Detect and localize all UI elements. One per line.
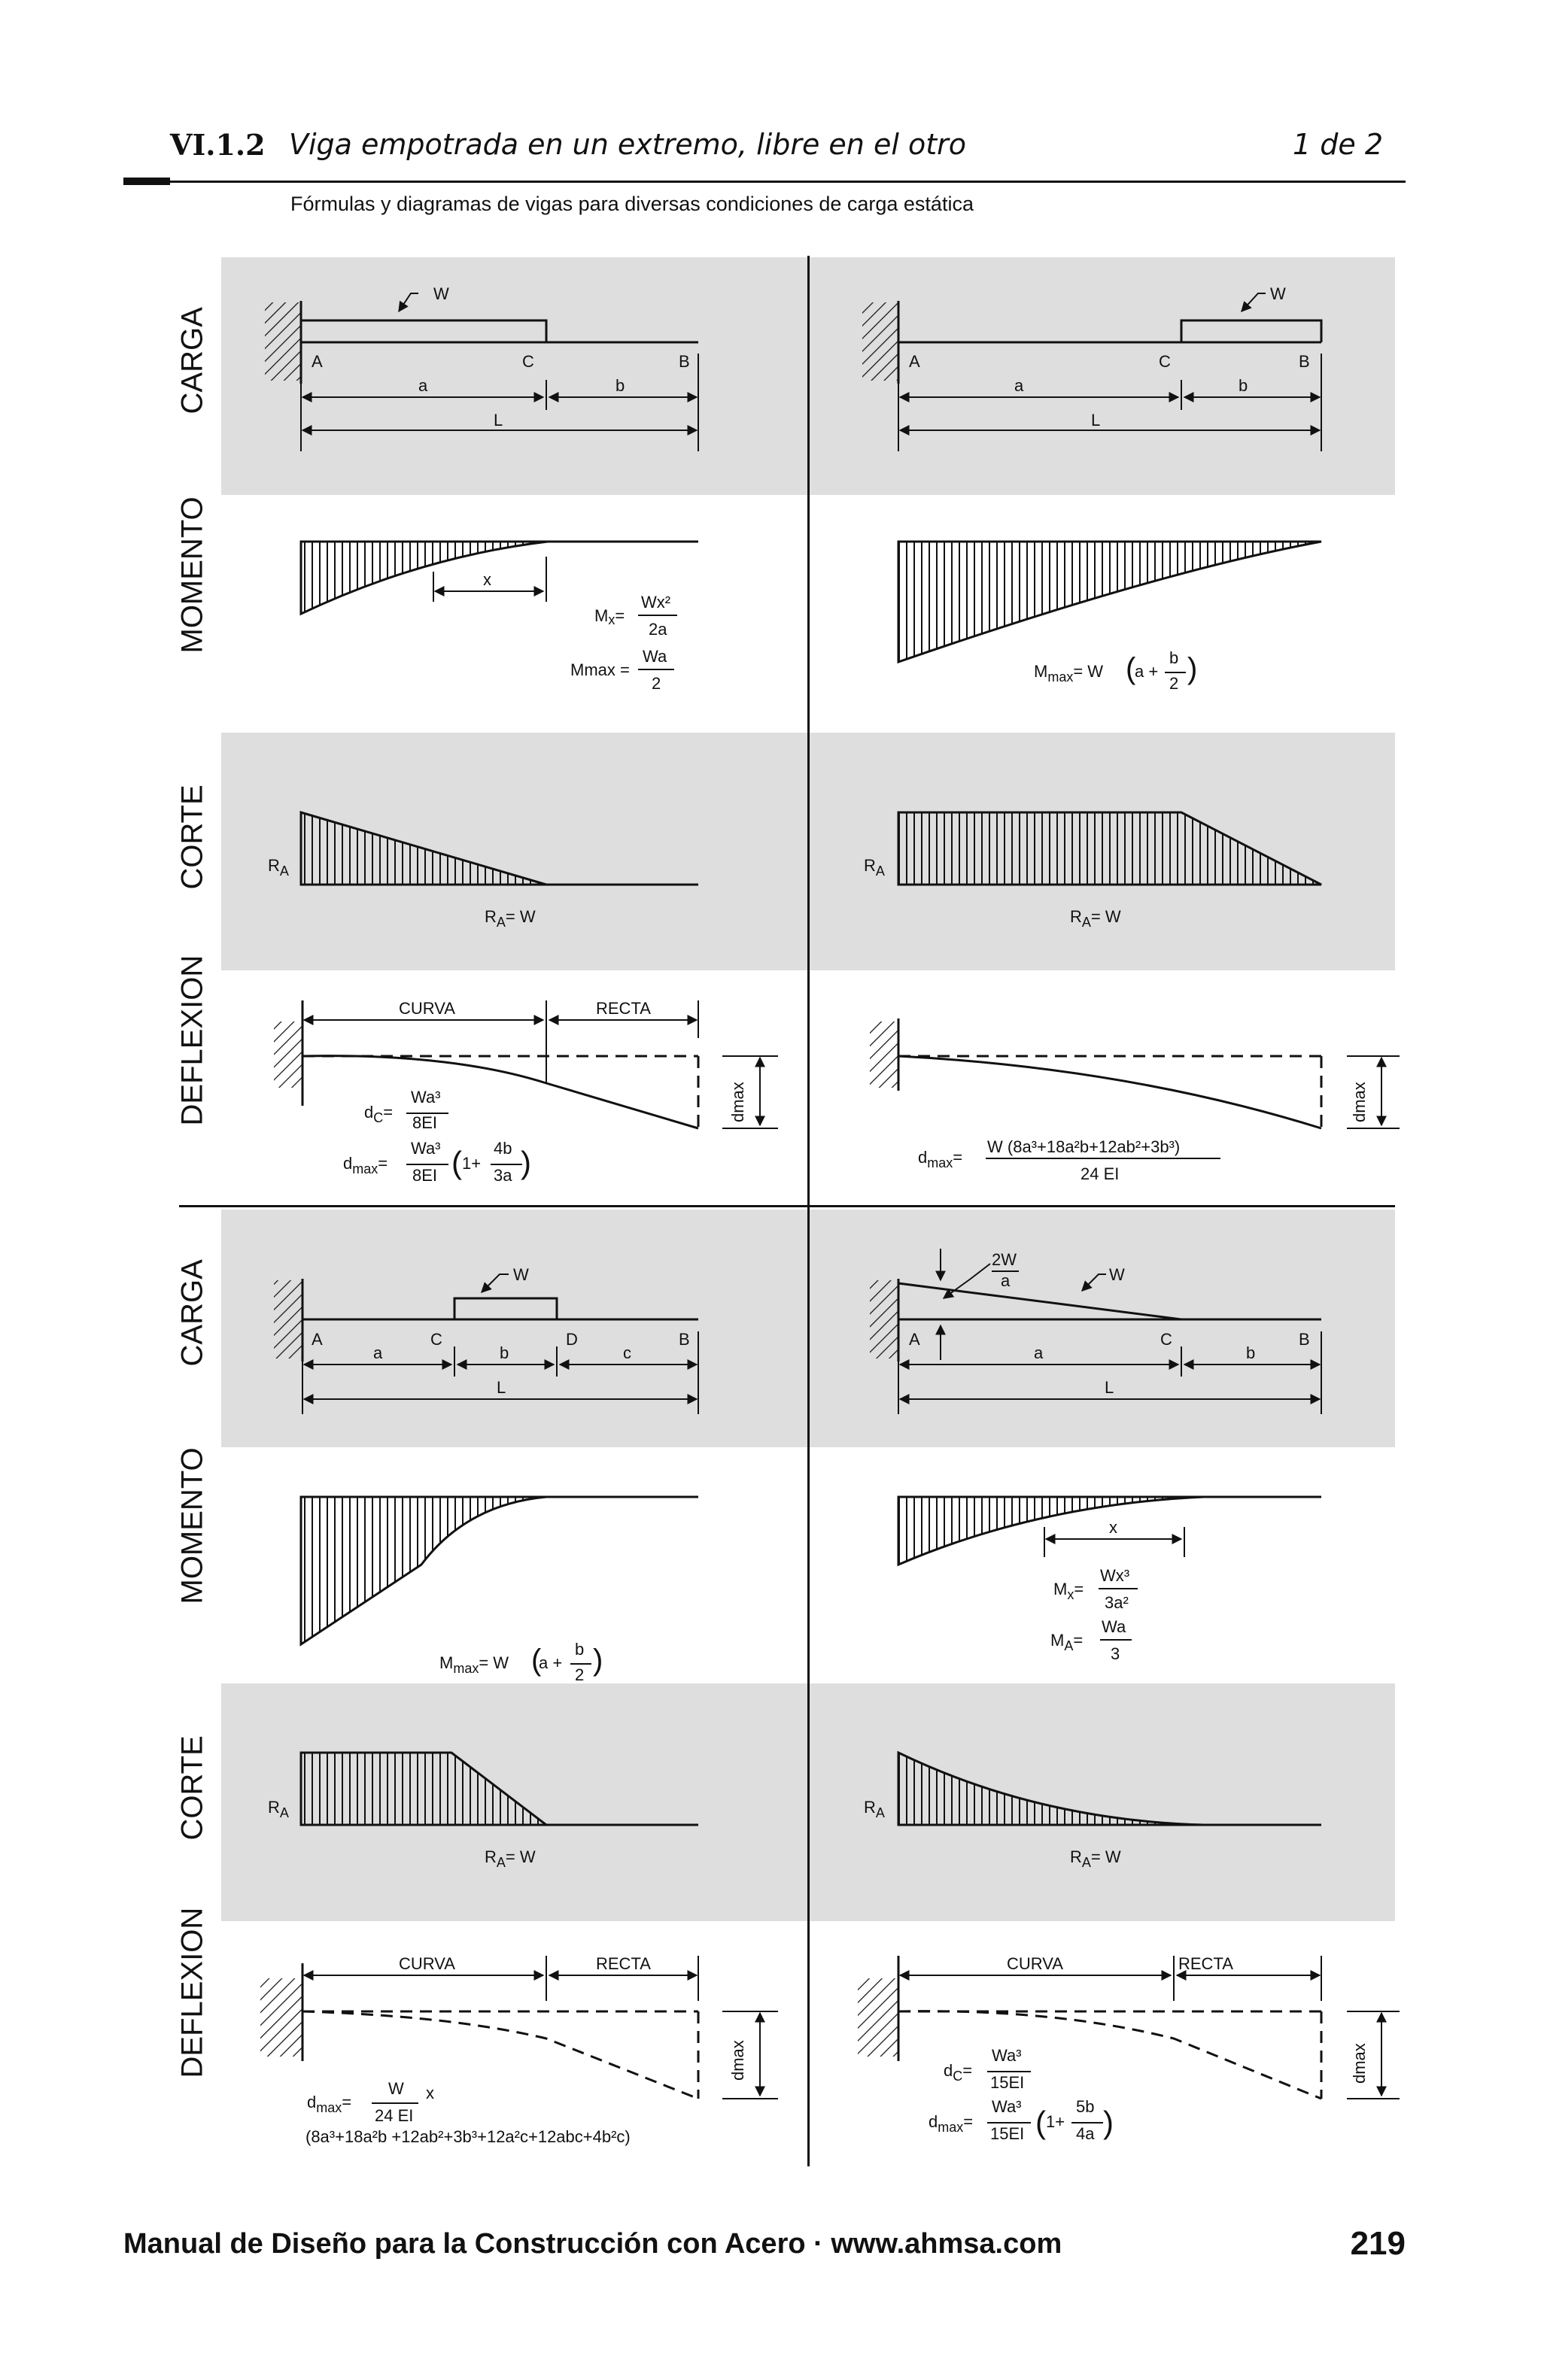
dmax2-num: W (8a³+18a²b+12ab²+3b³) (987, 1137, 1181, 1156)
page-number: 219 (1350, 2225, 1406, 2262)
point-c-3: C (430, 1330, 442, 1349)
row-label-carga: CARGA (175, 307, 209, 414)
dmax3-label: $d_{max}=$ (307, 2093, 352, 2115)
point-b-4: B (1299, 1330, 1310, 1349)
point-b-2: B (1299, 352, 1310, 371)
b-num: b (1169, 648, 1179, 667)
case2-momento (898, 542, 1321, 672)
paren-open-4: ( (1035, 2105, 1046, 2140)
dim-a-3: a (373, 1343, 383, 1362)
mx4-num: Wx³ (1100, 1566, 1130, 1585)
row-label-deflexion-2: DEFLEXION (175, 1907, 209, 2078)
dim-l-2: L (1091, 411, 1101, 430)
dim-b-2: b (1239, 376, 1248, 395)
dim-l: L (494, 411, 503, 430)
dmax-label: dmax (728, 1082, 747, 1122)
dc4-label: $d_C=$ (944, 2061, 973, 2084)
ra-label-3: $R_A$ (268, 1798, 289, 1820)
case4-deflexion-text (929, 1954, 1369, 2143)
ma4-den: 3 (1111, 1644, 1120, 1663)
case1-carga (265, 293, 698, 451)
case1-momento-text (483, 570, 670, 693)
dc4-num: Wa³ (992, 2046, 1022, 2065)
dim-l-4: L (1105, 1378, 1114, 1397)
point-c-4: C (1160, 1330, 1172, 1349)
dmax3-num: W (388, 2079, 404, 2098)
recta-label-4: RECTA (1178, 1954, 1233, 1973)
frac4-den: 4a (1076, 2124, 1095, 2143)
dc-den: 8EI (412, 1113, 438, 1132)
case2-carga-text (909, 284, 1310, 430)
load-label: W (433, 284, 449, 303)
case3-momento (301, 1497, 698, 1664)
one-plus-4: 1+ (1046, 2112, 1065, 2131)
dmax4-label: $d_{max}=$ (929, 2112, 974, 2135)
ra-eq: $R_A= W$ (485, 907, 536, 930)
load-label-3: W (513, 1265, 529, 1284)
paren-close: ) (1187, 652, 1198, 685)
dmax-label-2: dmax (1350, 1082, 1369, 1122)
dmax4-den: 15EI (990, 2124, 1025, 2143)
dmax-label-3: dmax (728, 2040, 747, 2081)
row-label-deflexion: DEFLEXION (175, 955, 209, 1126)
case4-carga-text (909, 1250, 1310, 1397)
curva-label-3: CURVA (399, 1954, 455, 1973)
case3-corte (301, 1753, 698, 1825)
row-label-momento: MOMENTO (175, 496, 209, 654)
point-c-2: C (1159, 352, 1171, 371)
dim-x-4: x (1109, 1518, 1117, 1537)
case3-carga (274, 1274, 698, 1414)
point-a-4: A (909, 1330, 920, 1349)
b-num-3: b (575, 1640, 585, 1659)
load-label-4: W (1109, 1265, 1125, 1284)
dim-l-3: L (497, 1378, 506, 1397)
row-label-momento-2: MOMENTO (175, 1447, 209, 1604)
mx4-label: $M_x=$ (1053, 1580, 1084, 1602)
case3-deflexion (260, 1956, 778, 2103)
b-den: 2 (1169, 674, 1179, 693)
recta-label-3: RECTA (596, 1954, 651, 1973)
dim-b: b (615, 376, 625, 395)
b-den-3: 2 (575, 1665, 585, 1684)
point-b: B (679, 352, 690, 371)
load-2w-den: a (1001, 1271, 1011, 1290)
frac-num: 4b (494, 1139, 512, 1158)
point-b-3: B (679, 1330, 690, 1349)
ra-eq-2: $R_A= W$ (1070, 907, 1121, 930)
dim-b-4: b (1246, 1343, 1256, 1362)
page-of-indicator: 1 de 2 (1292, 128, 1383, 161)
curva-label-4: CURVA (1007, 1954, 1063, 1973)
case1-momento (301, 542, 698, 669)
section-number: VI.1.2 (170, 128, 266, 162)
case1-carga-text (312, 284, 690, 430)
mx4-den: 3a² (1105, 1593, 1129, 1612)
case1-deflexion (274, 1000, 778, 1164)
ma4-label: $M_A=$ (1050, 1631, 1084, 1653)
dim-a-4: a (1034, 1343, 1044, 1362)
case3-momento-text (439, 1640, 603, 1684)
mx-label: Mx= (594, 606, 625, 627)
dmax-label-4: dmax (1350, 2043, 1369, 2084)
case2-deflexion-text (918, 1082, 1369, 1183)
point-d-3: D (566, 1330, 578, 1349)
mmax-den: 2 (652, 674, 661, 693)
dmax1-num: Wa³ (411, 1139, 441, 1158)
dmax4-num: Wa³ (992, 2097, 1022, 2116)
mmax-num: Wa (643, 647, 667, 666)
mmax2-paren: a + (1135, 662, 1159, 681)
dmax3-x: x (426, 2084, 434, 2102)
case3-carga-text (312, 1265, 690, 1397)
mx-num: Wx² (641, 593, 671, 612)
dim-a-2: a (1014, 376, 1024, 395)
mmax2-label: $M_{max}= W$ (1034, 662, 1104, 685)
dim-x: x (483, 570, 491, 589)
case4-corte (898, 1753, 1321, 1825)
one-plus: 1+ (462, 1154, 482, 1173)
load-2w: 2W (992, 1250, 1017, 1269)
frac4-num: 5b (1076, 2097, 1095, 2116)
frac-den: 3a (494, 1166, 512, 1185)
case1-corte (301, 812, 698, 885)
mmax-label: Mmax = (570, 660, 630, 679)
dim-c-3: c (623, 1343, 631, 1362)
case1-deflexion-text (343, 999, 747, 1185)
paren-open: ( (1126, 652, 1136, 685)
paren-open-3: ( (531, 1644, 542, 1677)
ra-label-4: $R_A$ (864, 1798, 885, 1820)
case4-carga (870, 1249, 1321, 1414)
dc-num: Wa³ (411, 1088, 441, 1107)
dmax3-den: 24 EI (375, 2106, 414, 2125)
paren-close-3: ) (593, 1644, 603, 1677)
dim-a: a (418, 376, 428, 395)
case3-deflexion-text (305, 1954, 747, 2146)
recta-label: RECTA (596, 999, 651, 1018)
paren-close-2: ) (521, 1145, 531, 1180)
case2-momento-text (1034, 648, 1197, 693)
ra-eq-3: $R_A= W$ (485, 1847, 536, 1870)
curva-label: CURVA (399, 999, 455, 1018)
case4-deflexion (858, 1956, 1400, 2123)
case2-corte (898, 812, 1321, 885)
dmax3-line2: (8a³+18a²b +12ab²+3b³+12a²c+12abc+4b²c) (305, 2127, 631, 2146)
dmax1-label: $d_{max}=$ (343, 1154, 388, 1176)
dim-b-3: b (500, 1343, 509, 1362)
dc-label: $d_C=$ (364, 1103, 394, 1125)
paren-close-4: ) (1103, 2105, 1114, 2140)
dmax2-den: 24 EI (1081, 1164, 1120, 1183)
dc4-den: 15EI (990, 2073, 1025, 2092)
dmax1-den: 8EI (412, 1166, 438, 1185)
ra-label-2: $R_A$ (864, 856, 885, 879)
ra-label: $R_A$ (268, 856, 289, 879)
mmax3-label: $M_{max}= W$ (439, 1653, 509, 1676)
page-title: Viga empotrada en un extremo, libre en el otro (289, 128, 966, 161)
point-a-3: A (312, 1330, 323, 1349)
paren-open-2: ( (451, 1145, 462, 1180)
point-c: C (522, 352, 534, 371)
row-label-corte-2: CORTE (175, 1735, 209, 1841)
page-subtitle: Fórmulas y diagramas de vigas para diversas condiciones de carga estática (290, 193, 974, 215)
mx-den: 2a (649, 620, 667, 639)
wall-hatch (265, 302, 301, 381)
footer-text: Manual de Diseño para la Construcción con Acero · www.ahmsa.com (123, 2228, 1062, 2260)
ma4-num: Wa (1102, 1617, 1126, 1636)
dmax2-label: $d_{max}=$ (918, 1148, 963, 1170)
point-a-2: A (909, 352, 920, 371)
ra-eq-4: $R_A= W$ (1070, 1847, 1121, 1870)
row-label-carga-2: CARGA (175, 1259, 209, 1367)
load-label-2: W (1270, 284, 1286, 303)
row-label-corte: CORTE (175, 785, 209, 890)
point-a: A (312, 352, 323, 371)
mmax3-paren: a + (539, 1653, 563, 1672)
